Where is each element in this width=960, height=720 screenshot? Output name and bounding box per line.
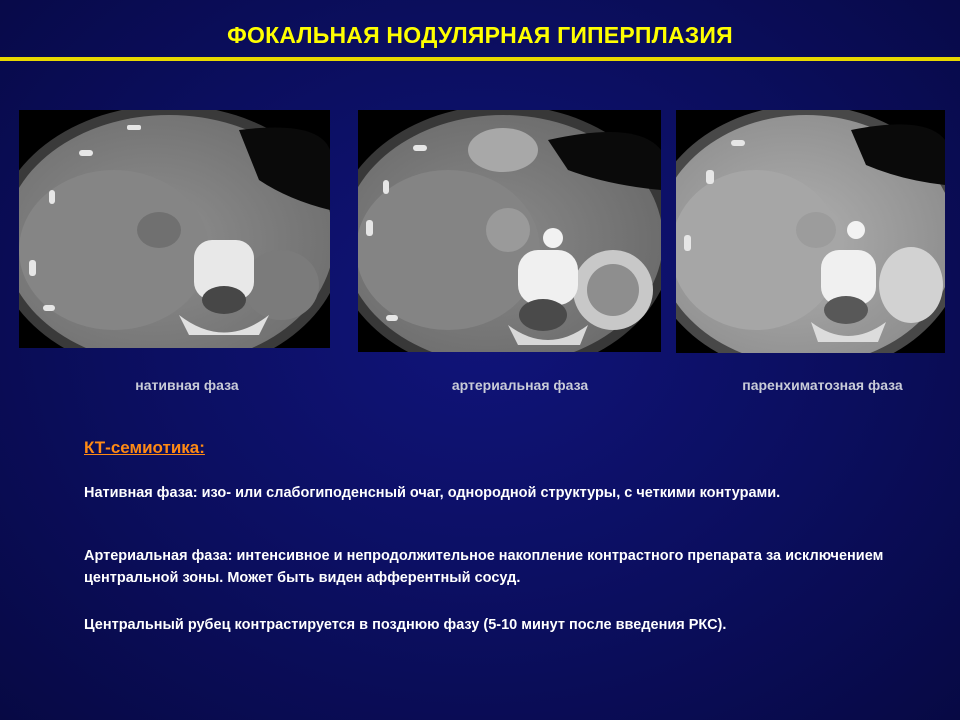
- ct-image-native: [19, 110, 330, 348]
- ct-image-arterial: [358, 110, 661, 352]
- slide-title: ФОКАЛЬНАЯ НОДУЛЯРНАЯ ГИПЕРПЛАЗИЯ: [227, 22, 733, 48]
- title-divider: [0, 57, 960, 61]
- section-heading: КТ-семиотика:: [84, 438, 205, 457]
- caption-arterial: артериальная фаза: [451, 377, 589, 393]
- paragraph-scar: Центральный рубец контрастируется в позднюю фазу (5-10 минут после введения РКС).: [84, 617, 727, 633]
- caption-native: нативная фаза: [135, 377, 239, 393]
- caption-parenchymal: паренхиматозная фаза: [742, 377, 903, 393]
- paragraph-arterial: Артериальная фаза: интенсивное и непродолжительное накопление контрастного препарата за исключением центральной зоны. Может быть виден афферентный сосуд.: [84, 548, 884, 586]
- paragraph-native: Нативная фаза: изо- или слабогиподенсный очаг, однородной структуры, с четкими контурами.: [84, 485, 781, 501]
- ct-image-parenchymal: [676, 110, 945, 353]
